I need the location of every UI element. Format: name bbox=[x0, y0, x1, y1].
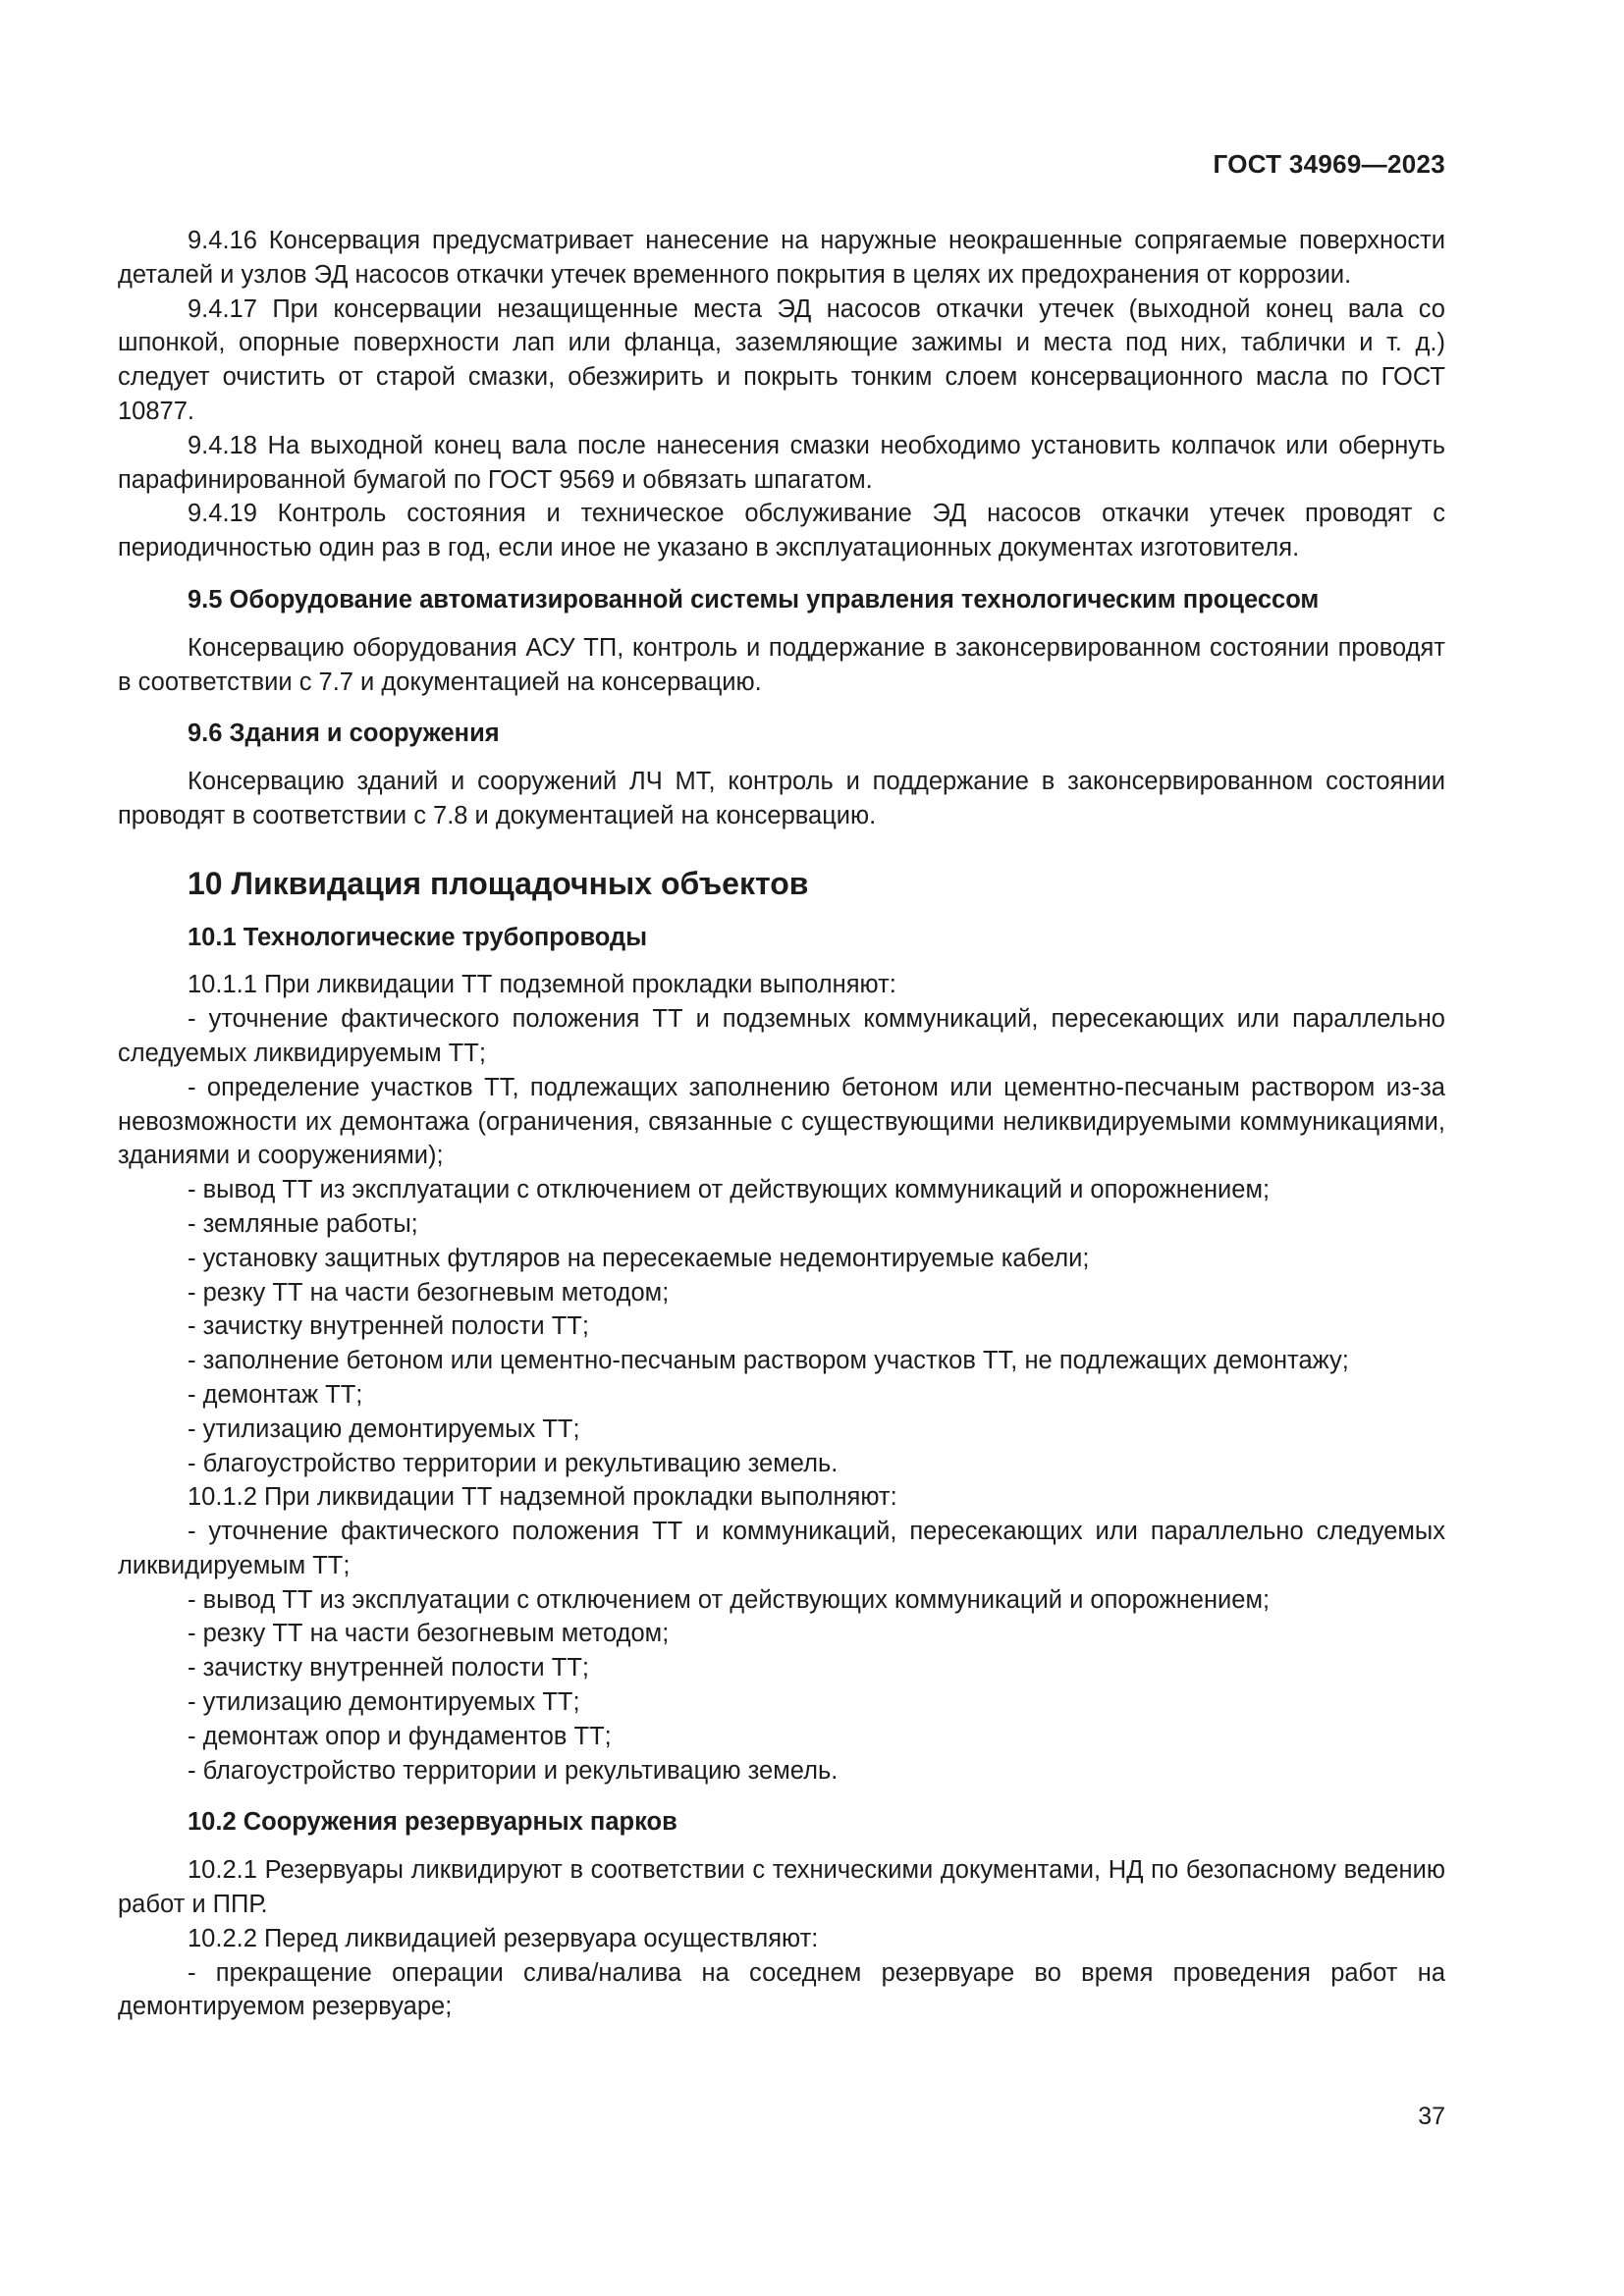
subsection-heading: 10.2 Сооружения резервуарных парков bbox=[188, 1808, 677, 1837]
list-item: - благоустройство территории и рекультивацию земель. bbox=[188, 1756, 839, 1785]
list-item: - зачистку внутренней полости ТТ; bbox=[188, 1312, 589, 1341]
list-item: - благоустройство территории и рекультивацию земель. bbox=[188, 1449, 839, 1477]
paragraph: - прекращение операции слива/налива на соседнем резервуаре во время проведения работ на демонтируемом резервуаре; bbox=[118, 1958, 1445, 2021]
paragraph: 10.2.1 Резервуары ликвидируют в соответствии с техническими документами, НД по безопасному ведению работ и ППР. bbox=[118, 1856, 1445, 1919]
list-item: - резку ТТ на части безогневым методом; bbox=[188, 1620, 670, 1648]
paragraph: - уточнение фактического положения ТТ и коммуникаций, пересекающих или параллельно следуемых ликвидируемым ТТ; bbox=[118, 1518, 1445, 1579]
subsection-heading: 9.5 Оборудование автоматизированной системы управления технологическим процессом bbox=[188, 585, 1320, 614]
paragraph: 9.4.16 Консервация предусматривает нанесение на наружные неокрашенные сопрягаемые поверхности деталей и узлов ЭД насосов откачки утечек временного покрытия в целях их предохранения от коррозии. bbox=[118, 227, 1445, 289]
document-id-header: ГОСТ 34969—2023 bbox=[1213, 149, 1445, 179]
list-item: - утилизацию демонтируемых ТТ; bbox=[188, 1415, 580, 1443]
paragraph: 10.1.2 При ликвидации ТТ надземной прокладки выполняют: bbox=[188, 1483, 897, 1512]
paragraph: Консервацию оборудования АСУ ТП, контроль и поддержание в законсервированном состоянии проводят в соответствии с 7.7 и документацией на консервацию. bbox=[118, 633, 1445, 696]
subsection-heading: 9.6 Здания и сооружения bbox=[188, 720, 500, 748]
list-item: - вывод ТТ из эксплуатации с отключением от действующих коммуникаций и опорожнением; bbox=[188, 1585, 1271, 1614]
list-item: - демонтаж опор и фундаментов ТТ; bbox=[188, 1722, 612, 1750]
paragraph: 9.4.19 Контроль состояния и техническое обслуживание ЭД насосов откачки утечек проводят с периодичностью один раз в год, если иное не указано в эксплуатационных документах изготовителя. bbox=[118, 500, 1445, 562]
list-item: - утилизацию демонтируемых ТТ; bbox=[188, 1688, 580, 1717]
paragraph: - определение участков ТТ, подлежащих заполнению бетоном или цементно-песчаным раствором из-за невозможности их демонтажа (ограничения, связанные с существующими неликвидируемыми коммуникациями, зданиями и сооружениями); bbox=[118, 1073, 1445, 1170]
list-item: - демонтаж ТТ; bbox=[188, 1380, 363, 1409]
paragraph: 10.1.1 При ликвидации ТТ подземной прокладки выполняют: bbox=[188, 971, 896, 999]
subsection-heading: 10.1 Технологические трубопроводы bbox=[188, 923, 648, 951]
list-item: - земляные работы; bbox=[188, 1209, 418, 1238]
list-item: - зачистку внутренней полости ТТ; bbox=[188, 1654, 589, 1682]
section-heading: 10 Ликвидация площадочных объектов bbox=[188, 865, 809, 901]
list-item: - резку ТТ на части безогневым методом; bbox=[188, 1278, 670, 1307]
paragraph: 10.2.2 Перед ликвидацией резервуара осуществляют: bbox=[188, 1924, 819, 1952]
paragraph: - уточнение фактического положения ТТ и подземных коммуникаций, пересекающих или параллельно следуемых ликвидируемым ТТ; bbox=[118, 1005, 1445, 1067]
paragraph: - заполнение бетоном или цементно-песчаным раствором участков ТТ, не подлежащих демонтажу; bbox=[188, 1347, 1349, 1375]
page-number: 37 bbox=[1418, 2103, 1445, 2130]
paragraph: Консервацию зданий и сооружений ЛЧ МТ, контроль и поддержание в законсервированном состоянии проводят в соответствии с 7.8 и документацией на консервацию. bbox=[118, 768, 1445, 829]
paragraph: 9.4.18 На выходной конец вала после нанесения смазки необходимо установить колпачок или обернуть парафинированной бумагой по ГОСТ 9569 и обвязать шпагатом. bbox=[118, 431, 1445, 494]
list-item: - вывод ТТ из эксплуатации с отключением от действующих коммуникаций и опорожнением; bbox=[188, 1176, 1271, 1204]
paragraph: 9.4.17 При консервации незащищенные места ЭД насосов откачки утечек (выходной конец вала со шпонкой, опорные поверхности лап или фланца, заземляющие зажимы и места под них, таблички и т. д.) следует очистить от старой смазки, обезжирить и покрыть тонким слоем консервационного масла по ГОСТ 10877. bbox=[118, 294, 1445, 425]
document-body bbox=[118, 224, 1445, 2024]
list-item: - установку защитных футляров на пересекаемые недемонтируемые кабели; bbox=[188, 1244, 1090, 1272]
